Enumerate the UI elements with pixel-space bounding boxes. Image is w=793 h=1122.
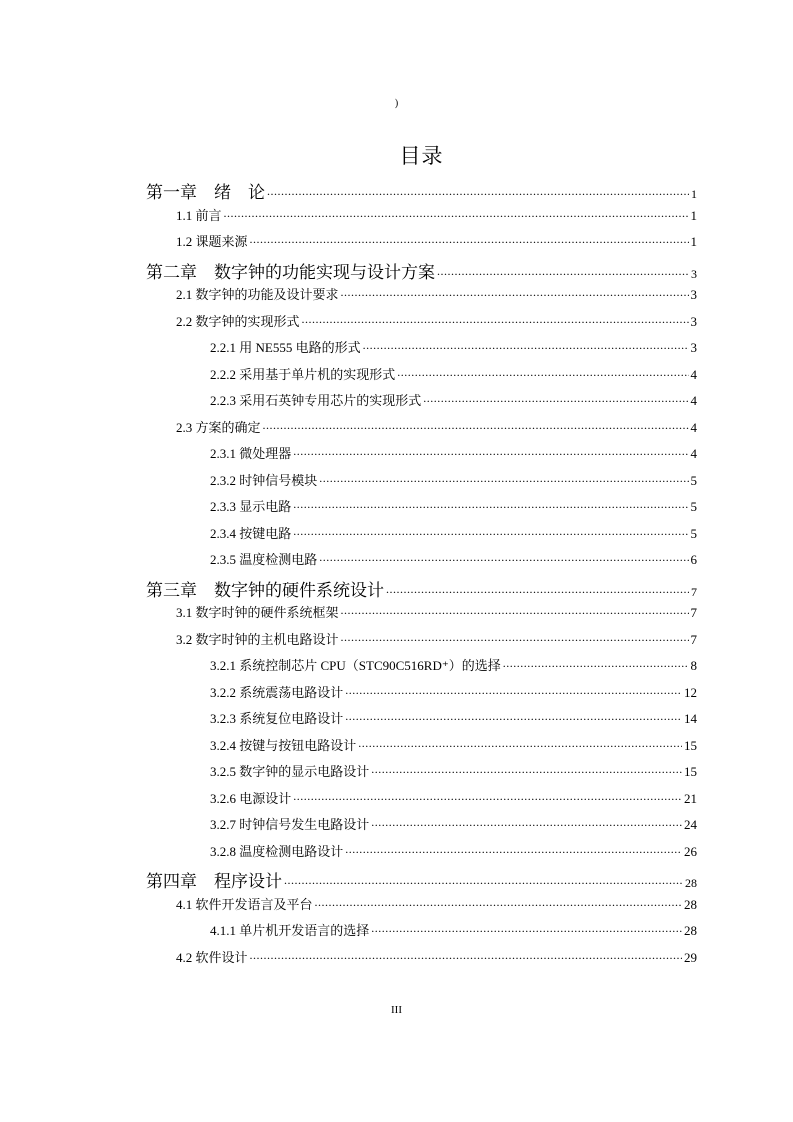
toc-entry-page: 5 <box>690 472 697 488</box>
toc-entry-page: 4 <box>690 366 697 382</box>
toc-entry-label: 第一章 绪 论 <box>146 183 265 203</box>
toc-entry-page: 7 <box>690 631 697 647</box>
toc-entry-page: 5 <box>690 525 697 541</box>
toc-entry[interactable] <box>176 602 697 628</box>
dot-leader <box>358 737 682 750</box>
toc-entry[interactable] <box>210 788 697 814</box>
toc-entry[interactable] <box>210 523 697 549</box>
dot-leader <box>371 922 682 935</box>
dot-leader <box>293 498 688 511</box>
header-mark: ) <box>394 98 399 109</box>
toc-entry-label: 第三章 数字钟的硬件系统设计 <box>146 580 384 601</box>
toc-entry[interactable] <box>146 867 697 893</box>
page-number: III <box>391 1004 402 1016</box>
dot-leader <box>341 631 689 644</box>
toc-entry-label: 2.3.4 按键电路 <box>210 525 292 541</box>
toc-entry-label: 1.2 课题来源 <box>176 234 248 249</box>
toc-entry[interactable] <box>210 364 697 390</box>
toc-entry-label: 2.3.5 温度检测电路 <box>210 552 318 567</box>
dot-leader <box>345 710 682 723</box>
toc-entry[interactable] <box>176 629 697 655</box>
toc-entry-label: 4.1 软件开发语言及平台 <box>176 896 313 912</box>
toc-title: 目录 <box>399 144 444 168</box>
toc-entry-label: 3.2 数字时钟的主机电路设计 <box>176 631 339 647</box>
dot-leader <box>386 579 689 596</box>
toc-entry-page: 26 <box>684 843 697 859</box>
toc-entry-page: 12 <box>684 684 697 700</box>
toc-entry-label: 3.2.7 时钟信号发生电路设计 <box>210 817 370 832</box>
toc-entry-page: 29 <box>684 949 697 965</box>
dot-leader <box>284 870 683 887</box>
toc-entry[interactable] <box>176 311 697 337</box>
dot-leader <box>293 445 688 458</box>
toc-entry-label: 第二章 数字钟的功能实现与设计方案 <box>146 262 435 283</box>
toc-entry[interactable] <box>210 443 697 469</box>
dot-leader <box>397 366 688 379</box>
dot-leader <box>293 525 688 538</box>
toc-entry[interactable] <box>210 708 697 734</box>
dot-leader <box>437 261 689 278</box>
toc-entry-label: 3.2.5 数字钟的显示电路设计 <box>210 764 370 779</box>
dot-leader <box>250 233 689 246</box>
toc-entry-page: 3 <box>691 266 697 281</box>
toc-entry-label: 3.2.8 温度检测电路设计 <box>210 843 344 859</box>
toc-entry-page: 15 <box>684 764 697 779</box>
toc-entry-label: 3.2.1 系统控制芯片 CPU（STC90C516RD⁺）的选择 <box>210 658 501 673</box>
dot-leader <box>341 286 689 299</box>
toc-entry-label: 2.2.1 用 NE555 电路的形式 <box>210 340 361 355</box>
dot-leader <box>267 181 689 198</box>
dot-leader <box>315 896 682 909</box>
toc-entry[interactable] <box>210 920 697 946</box>
toc-entry[interactable] <box>210 841 697 867</box>
toc-entry-page: 4 <box>690 393 697 408</box>
toc-entry-label: 2.3.3 显示电路 <box>210 499 292 514</box>
toc-entry-label: 3.2.3 系统复位电路设计 <box>210 711 344 726</box>
toc-entry-page: 21 <box>684 790 697 806</box>
toc-entry-page: 6 <box>690 552 697 567</box>
toc-entry-page: 5 <box>690 499 697 514</box>
toc-entry-page: 1 <box>691 187 697 201</box>
toc-entry-label: 第四章 程序设计 <box>146 872 282 892</box>
toc-entry-page: 28 <box>684 896 697 912</box>
dot-leader <box>371 816 682 829</box>
dot-leader <box>302 313 689 326</box>
toc-entry-label: 2.2.2 采用基于单片机的实现形式 <box>210 366 396 382</box>
toc-entry[interactable] <box>176 417 697 443</box>
toc-entry-page: 24 <box>684 817 697 832</box>
dot-leader <box>319 472 688 485</box>
toc-entry-page: 4 <box>690 446 697 461</box>
toc-entry-page: 1 <box>690 234 697 249</box>
toc-entry[interactable] <box>176 947 697 973</box>
dot-leader <box>423 392 688 405</box>
dot-leader <box>224 207 689 220</box>
toc-entry[interactable] <box>210 655 697 681</box>
dot-leader <box>345 843 682 856</box>
toc-entry[interactable] <box>210 549 697 575</box>
dot-leader <box>250 949 682 962</box>
toc-entry[interactable] <box>176 231 697 257</box>
dot-leader <box>371 763 682 776</box>
toc-entry[interactable] <box>210 682 697 708</box>
toc-entry[interactable] <box>176 205 697 231</box>
dot-leader <box>341 604 689 617</box>
toc-entry[interactable] <box>210 470 697 496</box>
dot-leader <box>345 684 682 697</box>
toc-entry-page: 7 <box>691 584 697 599</box>
toc-entry-label: 2.2 数字钟的实现形式 <box>176 313 300 329</box>
toc-entry-label: 2.3.1 微处理器 <box>210 446 292 461</box>
toc-entry-page: 28 <box>684 923 697 938</box>
toc-entry-label: 3.2.2 系统震荡电路设计 <box>210 684 344 700</box>
dot-leader <box>503 657 689 670</box>
toc-entry-label: 2.2.3 采用石英钟专用芯片的实现形式 <box>210 393 422 408</box>
toc-entry-page: 4 <box>690 419 697 435</box>
toc-entry-label: 2.3 方案的确定 <box>176 419 261 435</box>
toc-entry-page: 3 <box>690 313 697 329</box>
dot-leader <box>293 790 682 803</box>
toc-entry-page: 28 <box>685 876 697 890</box>
toc-entry-page: 14 <box>684 711 697 726</box>
toc-entry-label: 4.1.1 单片机开发语言的选择 <box>210 923 370 938</box>
toc-entry[interactable] <box>210 496 697 522</box>
toc-entry-label: 3.1 数字时钟的硬件系统框架 <box>176 605 339 620</box>
toc-entry[interactable] <box>210 735 697 761</box>
toc-entry[interactable] <box>210 814 697 840</box>
toc-entry-page: 15 <box>684 737 697 753</box>
toc-entry[interactable] <box>176 894 697 920</box>
toc-entry[interactable] <box>146 178 697 204</box>
toc-entry-page: 3 <box>690 340 697 355</box>
toc-entry-label: 4.2 软件设计 <box>176 949 248 965</box>
toc-entry-label: 2.3.2 时钟信号模块 <box>210 472 318 488</box>
toc-entry-label: 2.1 数字钟的功能及设计要求 <box>176 287 339 302</box>
toc-entry-page: 7 <box>690 605 697 620</box>
dot-leader <box>263 419 689 432</box>
dot-leader <box>363 339 689 352</box>
toc-entry[interactable] <box>210 337 697 363</box>
toc-entry[interactable] <box>210 761 697 787</box>
toc-entry[interactable] <box>210 390 697 416</box>
toc-entry-page: 3 <box>690 287 697 302</box>
toc-entry-page: 8 <box>690 658 697 673</box>
toc-entry[interactable] <box>146 258 697 284</box>
toc-entry-label: 3.2.4 按键与按钮电路设计 <box>210 737 357 753</box>
toc-entry[interactable] <box>176 284 697 310</box>
toc-entry-label: 1.1 前言 <box>176 207 222 223</box>
toc-entry-label: 3.2.6 电源设计 <box>210 790 292 806</box>
toc-entry[interactable] <box>146 576 697 602</box>
toc-entry-page: 1 <box>690 207 697 223</box>
dot-leader <box>319 551 688 564</box>
